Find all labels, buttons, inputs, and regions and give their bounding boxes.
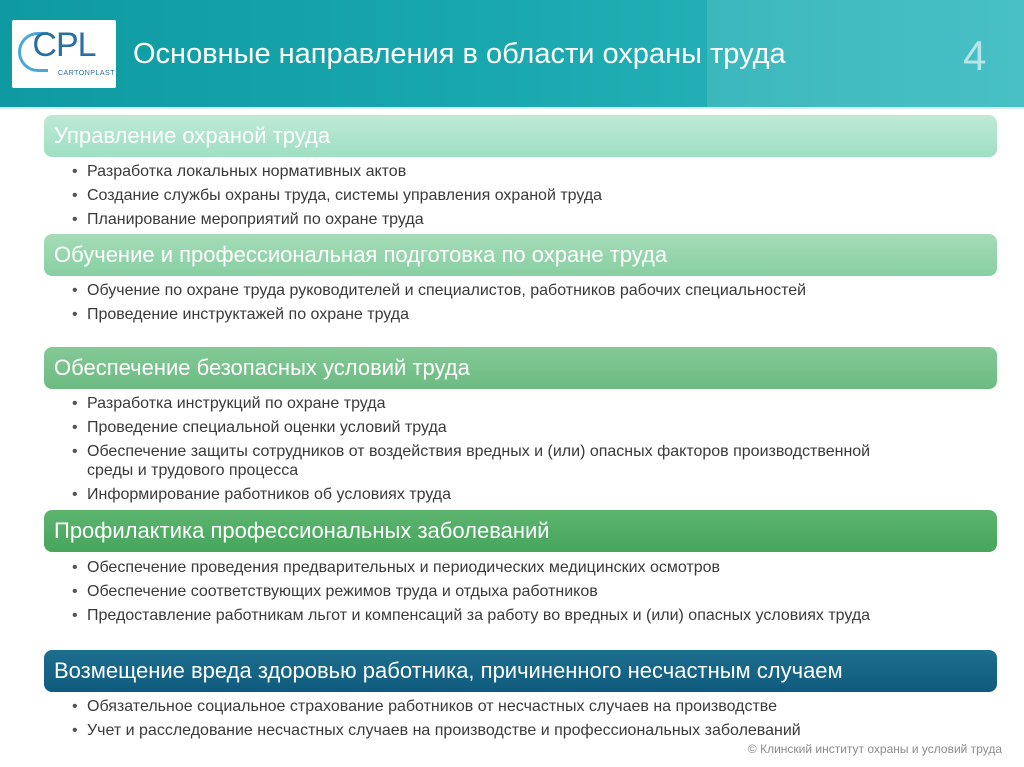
slide-number: 4 xyxy=(963,32,987,79)
footer-copyright: © Клинский институт охраны и условий труда xyxy=(747,742,1002,756)
logo-subtext: CARTONPLAST xyxy=(58,70,115,77)
company-logo xyxy=(12,20,116,88)
section-bar-management: Управление охраной труда xyxy=(44,115,997,157)
section-list-management xyxy=(72,162,992,234)
list-item: • Обеспечение защиты сотрудников от воздействия вредных и (или) опасных факторов производственной среды и трудового процесса xyxy=(72,442,902,480)
header-band xyxy=(0,0,1024,107)
header-divider xyxy=(0,107,1024,109)
list-item: • Предоставление работникам льгот и компенсаций за работу во вредных и (или) опасных условиях труда xyxy=(72,606,917,625)
section-bar-training: Обучение и профессиональная подготовка по охране труда xyxy=(44,234,997,276)
section-bar-compensation: Возмещение вреда здоровью работника, причиненного несчастным случаем xyxy=(44,650,997,692)
list-item: • Создание службы охраны труда, системы управления охраной труда xyxy=(72,186,992,205)
list-item: • Разработка инструкций по охране труда xyxy=(72,394,992,413)
list-item: • Обеспечение проведения предварительных и периодических медицинских осмотров xyxy=(72,558,992,577)
list-item: • Обеспечение соответствующих режимов труда и отдыха работников xyxy=(72,582,992,601)
list-item: • Обязательное социальное страхование работников от несчастных случаев на производстве xyxy=(72,697,992,716)
logo-text: CPL xyxy=(32,26,96,64)
section-bar-safe-conditions: Обеспечение безопасных условий труда xyxy=(44,347,997,389)
section-list-disease-prevention xyxy=(72,558,992,630)
list-item: • Проведение специальной оценки условий труда xyxy=(72,418,992,437)
list-item: • Учет и расследование несчастных случаев на производстве и профессиональных заболеваний xyxy=(72,721,992,740)
list-item: • Информирование работников об условиях труда xyxy=(72,485,992,504)
page-title: Основные направления в области охраны труда xyxy=(133,38,786,70)
list-item: • Проведение инструктажей по охране труда xyxy=(72,305,992,324)
section-list-training xyxy=(72,281,992,329)
section-bar-disease-prevention: Профилактика профессиональных заболеваний xyxy=(44,510,997,552)
list-item: • Разработка локальных нормативных актов xyxy=(72,162,992,181)
section-list-safe-conditions xyxy=(72,394,992,509)
section-list-compensation xyxy=(72,697,992,745)
list-item: • Обучение по охране труда руководителей и специалистов, работников рабочих специальностей xyxy=(72,281,832,300)
list-item: • Планирование мероприятий по охране труда xyxy=(72,210,992,229)
